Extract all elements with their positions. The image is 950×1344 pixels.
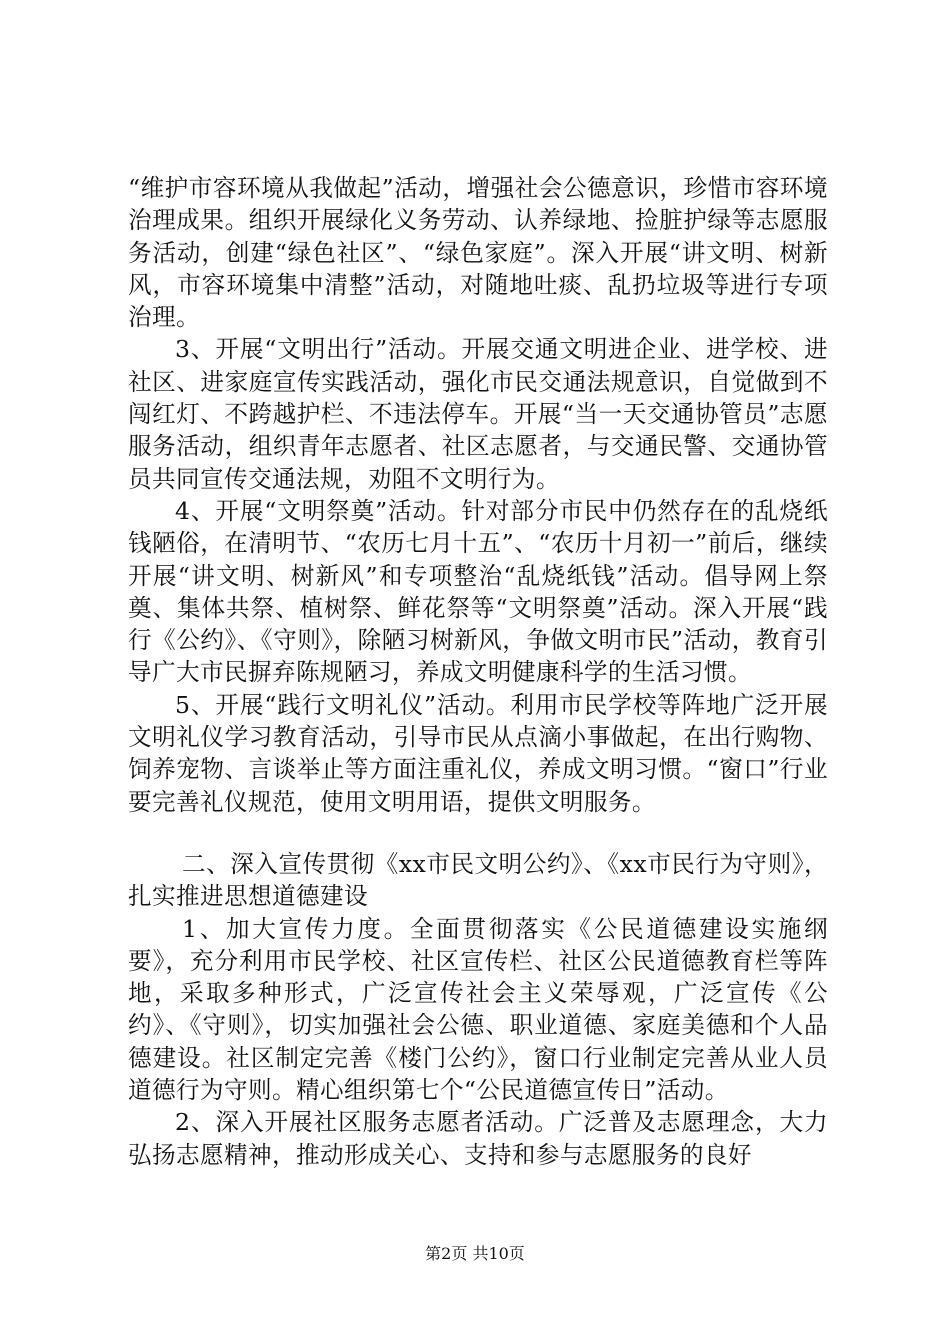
paragraph-civilized-memorial: 4、开展“文明祭奠”活动。针对部分市民中仍然存在的乱烧纸钱陋俗，在清明节、“农历七月十五”、“农历十月初一”前后，继续开展“讲文明、树新风”和专项整治“乱烧纸钱”活动。倡导网上祭奠、集体共祭、植树祭、鲜花祭等“文明祭奠”活动。深入开展“践行《公约》、《守则》，除陋习树新风，争做文明市民”活动，教育引导广大市民摒弃陈规陋习，养成文明健康科学的生活习惯。	[128, 496, 828, 687]
paragraph-publicity: 1、加大宣传力度。全面贯彻落实《公民道德建设实施纲要》，充分利用市民学校、社区宣传栏、社区公民道德教育栏等阵地，采取多种形式，广泛宣传社会主义荣辱观，广泛宣传《公约》、《守则》，切实加强社会公德、职业道德、家庭美德和个人品德建设。社区制定完善《楼门公约》，窗口行业制定完善从业人员道德行为守则。精心组织第七个“公民道德宣传日”活动。	[128, 914, 828, 1105]
section-gap	[128, 818, 828, 848]
page-number-footer: 第2页 共10页	[425, 1244, 525, 1263]
paragraph-civilized-etiquette: 5、开展“践行文明礼仪”活动。利用市民学校等阵地广泛开展文明礼仪学习教育活动，引导市民从点滴小事做起，在出行购物、饲养宠物、言谈举止等方面注重礼仪，养成文明习惯。“窗口”行业要完善礼仪规范，使用文明用语，提供文明服务。	[128, 690, 828, 816]
paragraph-volunteer-service: 2、深入开展社区服务志愿者活动。广泛普及志愿理念，大力弘扬志愿精神，推动形成关心、支持和参与志愿服务的良好	[128, 1108, 828, 1169]
paragraph-civilized-travel: 3、开展“文明出行”活动。开展交通文明进企业、进学校、进社区、进家庭宣传实践活动，强化市民交通法规意识，自觉做到不闯红灯、不跨越护栏、不违法停车。开展“当一天交通协管员”志愿服务活动，组织青年志愿者、社区志愿者，与交通民警、交通协管员共同宣传交通法规，劝阻不文明行为。	[128, 335, 828, 493]
document-body	[128, 172, 828, 1171]
paragraph-civic-environment: “维护市容环境从我做起”活动，增强社会公德意识，珍惜市容环境治理成果。组织开展绿化义务劳动、认养绿地、捡脏护绿等志愿服务活动，创建“绿色社区”、“绿色家庭”。深入开展“讲文明、树新风，市容环境集中清整”活动，对随地吐痰、乱扔垃圾等进行专项治理。	[128, 174, 828, 332]
section-heading-moral-construction: 二、深入宣传贯彻《xx市民文明公约》、《xx市民行为守则》，扎实推进思想道德建设	[128, 849, 828, 911]
